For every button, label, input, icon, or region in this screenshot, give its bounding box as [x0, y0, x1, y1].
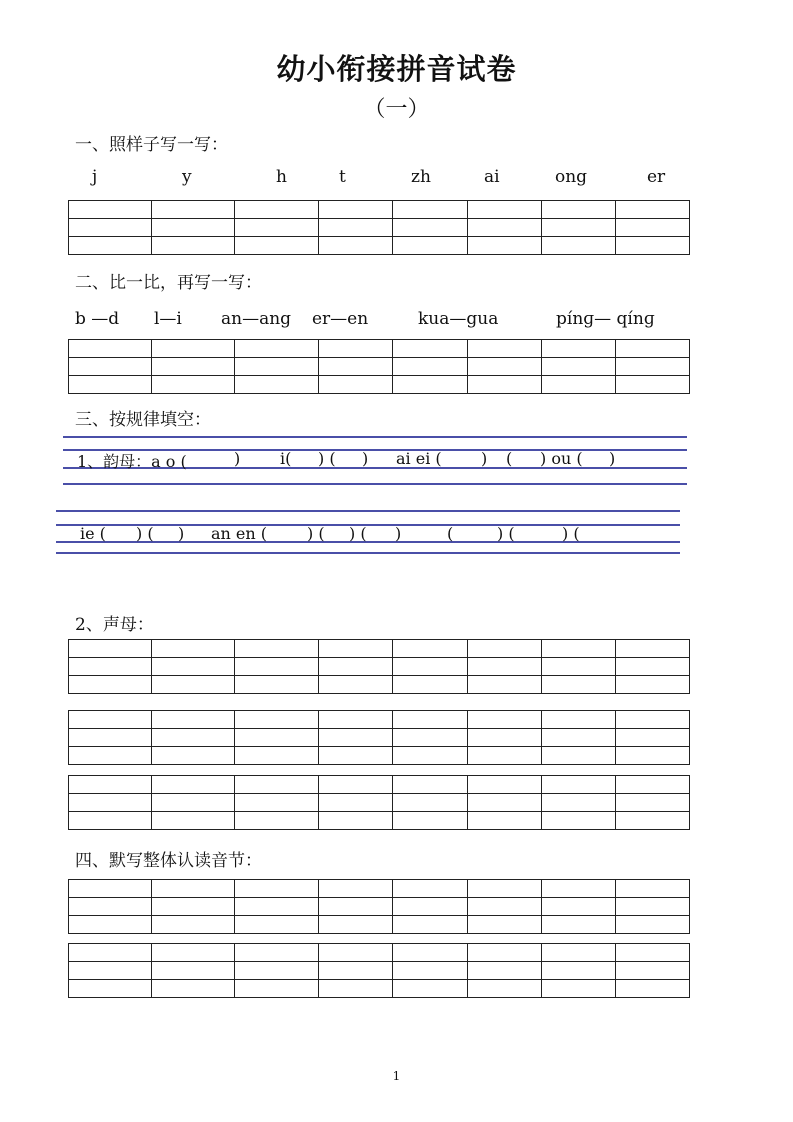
writing-grid[interactable] [68, 710, 690, 765]
fill-text: ie ( [80, 524, 106, 543]
fill-text: ) [362, 449, 369, 468]
fill-text: ) [234, 449, 241, 468]
writing-grid[interactable] [68, 639, 690, 694]
ruled-line [56, 552, 680, 554]
fill-text: ai ei ( [396, 449, 442, 468]
fill-text: ) ou ( [540, 449, 583, 468]
writing-grid[interactable] [68, 339, 690, 394]
fill-text: ) ( [307, 524, 325, 543]
item-label: ai [484, 167, 500, 187]
fill-text: ) ( [562, 524, 580, 543]
fill-text: ) ( [318, 449, 336, 468]
item-label: t [339, 167, 346, 187]
item-label: y [182, 167, 192, 187]
fill-text: i( [280, 449, 292, 468]
pair-label: er—en [312, 309, 369, 329]
fill-text: an en ( [211, 524, 268, 543]
pair-label: b —d [75, 309, 120, 329]
fill-text: ) [395, 524, 402, 543]
fill-text: ( [447, 524, 454, 543]
item-label: h [276, 167, 287, 187]
ruled-line [63, 436, 687, 438]
fill-text: ( [506, 449, 513, 468]
item-label: j [92, 167, 98, 187]
writing-grid[interactable] [68, 775, 690, 830]
writing-grid[interactable] [68, 943, 690, 998]
fill-text: ) [481, 449, 488, 468]
fill-text: ) ( [349, 524, 367, 543]
pair-label: kua—gua [418, 309, 499, 329]
page-title: 幼小衔接拼音试卷 [276, 52, 517, 86]
pair-label: an—ang [221, 309, 292, 329]
item-label: er [647, 167, 666, 187]
ruled-line [56, 510, 680, 512]
writing-grid[interactable] [68, 879, 690, 934]
fill-text: 1、韵母：a o ( [77, 452, 187, 471]
page-number: 1 [392, 1069, 401, 1083]
writing-grid[interactable] [68, 200, 690, 255]
pair-label: l—i [154, 309, 182, 329]
initials-heading: 2、声母： [75, 615, 154, 635]
pair-label: pínɡ— qínɡ [556, 309, 655, 329]
fill-text: ) [609, 449, 616, 468]
section4-heading: 四、默写整体认读音节： [75, 851, 262, 871]
page-subtitle: （一） [363, 97, 430, 122]
section3-heading: 三、按规律填空： [75, 410, 211, 430]
fill-text: ) ( [136, 524, 154, 543]
fill-text: ) [178, 524, 185, 543]
section1-heading: 一、照样子写一写： [75, 135, 228, 155]
item-label: ong [555, 167, 588, 187]
section2-heading: 二、比一比，再写一写： [75, 273, 262, 293]
item-label: zh [411, 167, 431, 187]
ruled-line [63, 483, 687, 485]
fill-text: ) ( [497, 524, 515, 543]
